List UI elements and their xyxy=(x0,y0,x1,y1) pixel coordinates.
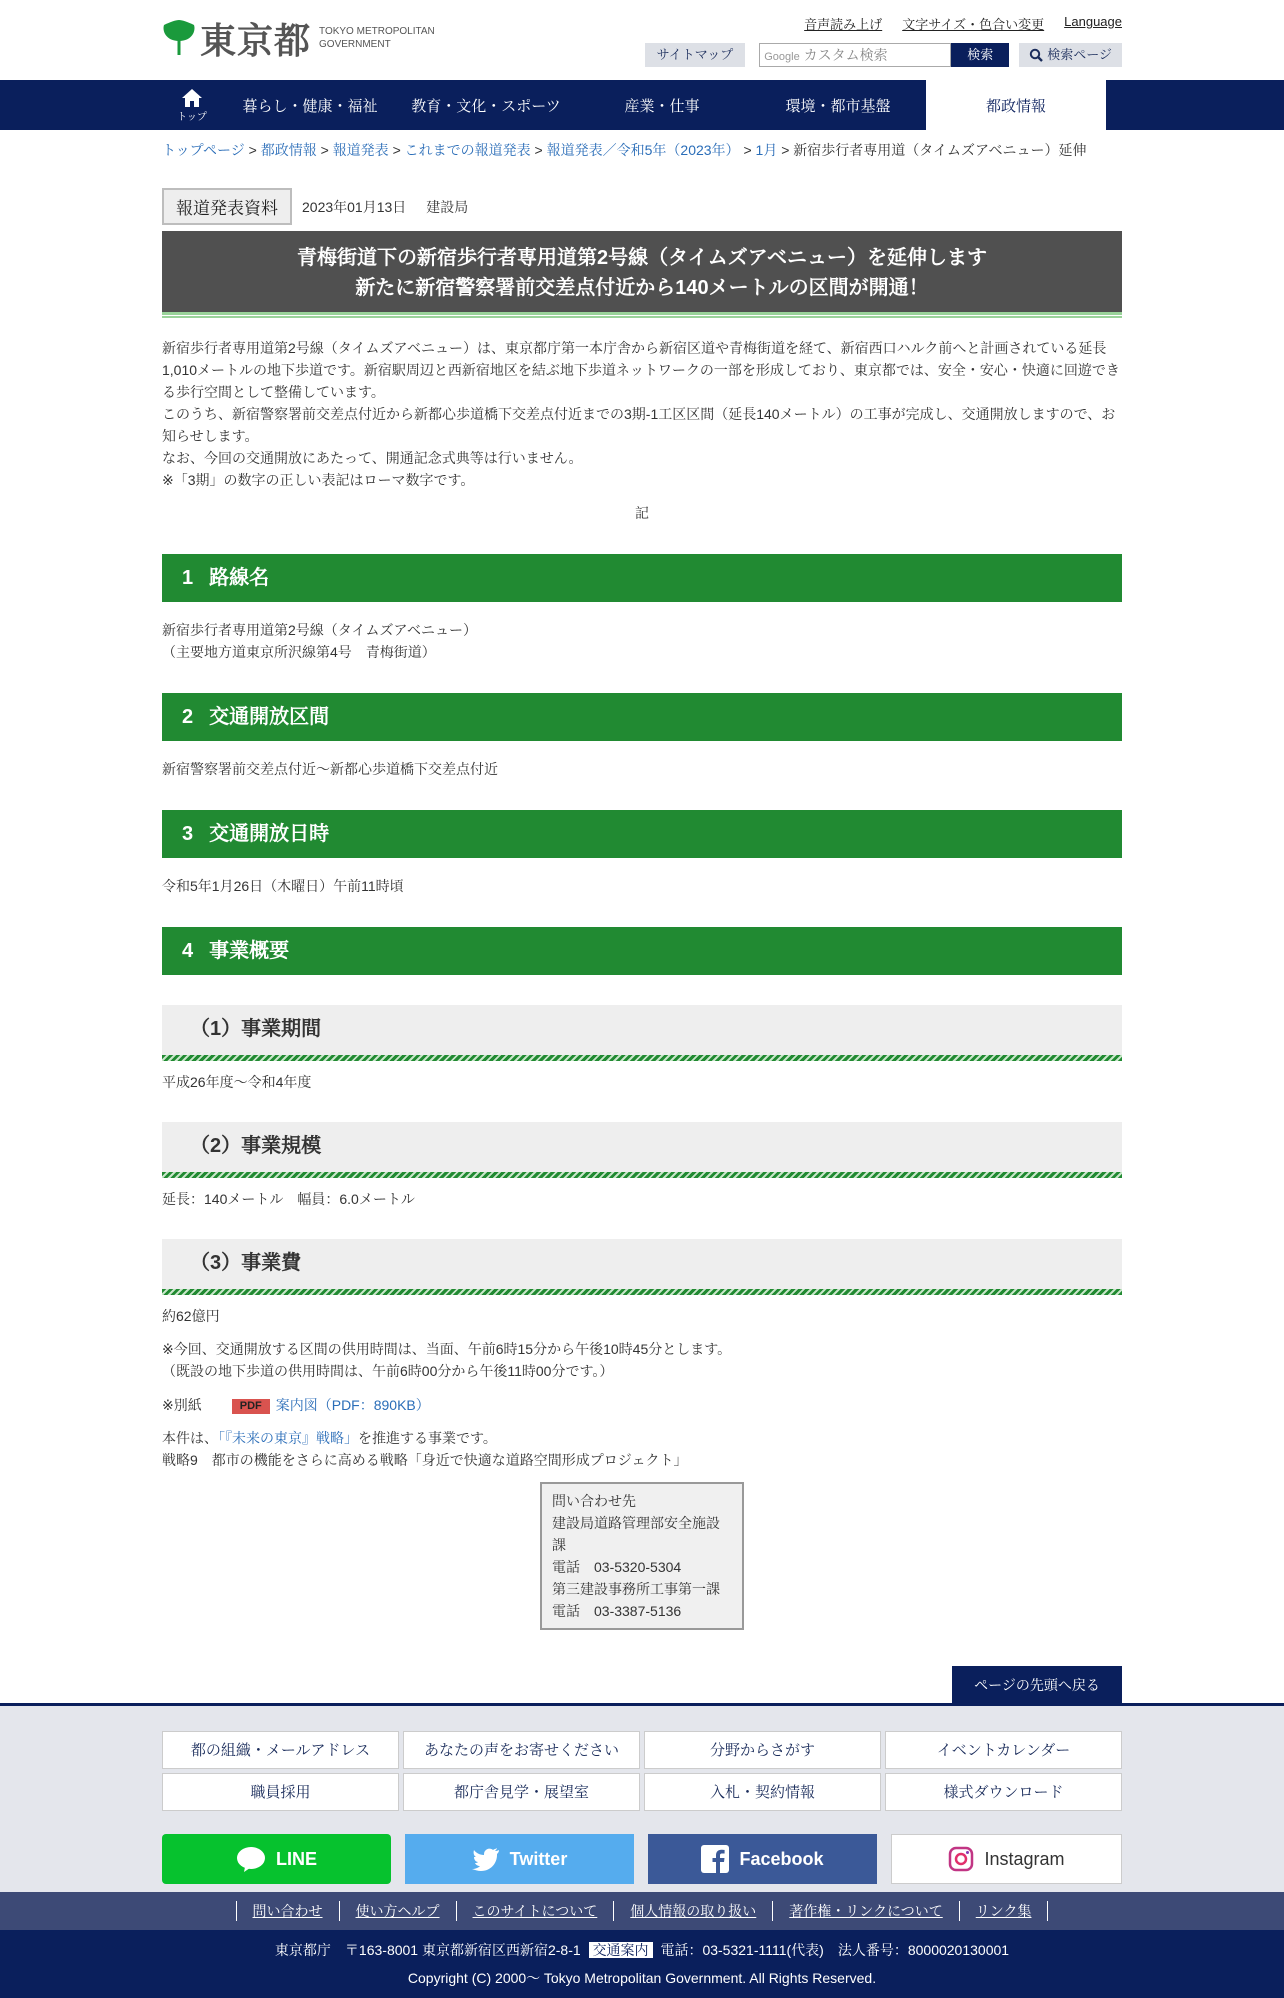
home-icon xyxy=(181,88,203,108)
footer-link-links[interactable]: リンク集 xyxy=(959,1901,1049,1921)
release-dept: 建設局 xyxy=(426,198,469,215)
back-to-top-button[interactable]: ページの先頭へ戻る xyxy=(952,1666,1122,1704)
subheading-cost: （3）事業費 xyxy=(162,1239,1122,1289)
nav-home[interactable]: トップ xyxy=(162,80,222,130)
search-input[interactable]: Google カスタム検索 xyxy=(759,43,951,67)
footer-link-help[interactable]: 使い方ヘルプ xyxy=(339,1901,456,1921)
sitemap-button[interactable]: サイトマップ xyxy=(645,43,746,67)
footer-recruit[interactable]: 職員採用 xyxy=(162,1773,399,1811)
footer-phone: 電話：03-5321-1111(代表) 法人番号：8000020130001 xyxy=(660,1942,1010,1958)
ginkgo-icon xyxy=(162,19,196,57)
map-pdf-link[interactable]: 案内図（PDF：890KB） xyxy=(275,1397,430,1413)
nav-industry[interactable]: 産業・仕事 xyxy=(624,97,700,115)
release-date: 2023年01月13日 xyxy=(302,198,407,215)
breadcrumb-past-press[interactable]: これまでの報道発表 xyxy=(404,142,531,158)
breadcrumb: トップページ > 都政情報 > 報道発表 > これまでの報道発表 > 報道発表／令和5年（2023年） > 1月 > 新宿歩行者専用道（タイムズアベニュー）延伸 xyxy=(162,142,1087,158)
facebook-icon xyxy=(701,1845,729,1873)
footer-link-privacy[interactable]: 個人情報の取り扱い xyxy=(613,1901,772,1921)
utility-links xyxy=(804,14,1122,33)
nav-govinfo[interactable]: 都政情報 xyxy=(926,80,1106,130)
site-logo[interactable] xyxy=(162,18,435,61)
hours-note: ※今回、交通開放する区間の供用時間は、当面、午前6時15分から午後10時45分とします。 （既設の地下歩道の供用時間は、午前6時00分から午後11時00分です。） xyxy=(162,1341,732,1379)
footer-events[interactable]: イベントカレンダー xyxy=(885,1731,1122,1769)
search-button[interactable]: 検索 xyxy=(951,43,1009,67)
breadcrumb-top[interactable]: トップページ xyxy=(162,142,245,158)
footer-org[interactable]: 都の組織・メールアドレス xyxy=(162,1731,399,1769)
strategy-note: 本件は、「『未来の東京』戦略」を推進する事業です。 戦略9 都市の機能をさらに高める戦略「身近で快適な道路空間形成プロジェクト」 xyxy=(162,1430,688,1468)
footer-voice[interactable]: あなたの声をお寄せください xyxy=(403,1731,640,1769)
nav-living[interactable]: 暮らし・健康・福祉 xyxy=(242,97,378,115)
footer-bottom xyxy=(0,1930,1284,1998)
footer-link-contact[interactable]: 問い合わせ xyxy=(236,1901,339,1921)
twitter-button[interactable]: Twitter xyxy=(405,1834,634,1884)
breadcrumb-current: 新宿歩行者専用道（タイムズアベニュー）延伸 xyxy=(793,142,1087,158)
strategy-link[interactable]: 「『未来の東京』戦略」 xyxy=(218,1430,358,1446)
footer-address: 東京都庁 〒163-8001 東京都新宿区西新宿2-8-1 xyxy=(274,1942,581,1958)
section-text: 新宿警察署前交差点付近～新都心歩道橋下交差点付近 xyxy=(162,761,498,777)
pdf-icon: PDF xyxy=(232,1399,270,1414)
page-title: 青梅街道下の新宿歩行者専用道第2号線（タイムズアベニュー）を延伸します 新たに新宿警察署前交差点付近から140メートルの区間が開通！ xyxy=(162,231,1122,315)
attachment-row: ※別紙 PDF 案内図（PDF：890KB） xyxy=(162,1397,430,1413)
copyright: Copyright (C) 2000～ Tokyo Metropolitan Government. All Rights Reserved. xyxy=(407,1970,877,1986)
subheading-period: （1）事業期間 xyxy=(162,1005,1122,1055)
twitter-icon xyxy=(472,1847,500,1871)
language-link[interactable]: Language xyxy=(1064,14,1122,29)
search-page-button[interactable]: 検索ページ xyxy=(1019,43,1122,67)
release-info xyxy=(162,188,468,225)
footer-tour[interactable]: 都庁舎見学・展望室 xyxy=(403,1773,640,1811)
section-heading-datetime: 3 交通開放日時 xyxy=(162,810,1122,858)
footer-link-copyright[interactable]: 著作権・リンクについて xyxy=(772,1901,958,1921)
footer-link-about[interactable]: このサイトについて xyxy=(456,1901,614,1921)
ki-marker: 記 xyxy=(635,505,649,521)
line-button[interactable]: LINE xyxy=(162,1834,391,1884)
breadcrumb-press[interactable]: 報道発表 xyxy=(332,142,389,158)
breadcrumb-2023[interactable]: 報道発表／令和5年（2023年） xyxy=(546,142,740,158)
footer-grid xyxy=(162,1731,1122,1811)
contact-box: 問い合わせ先 建設局道路管理部安全施設課 電話 03-5320-5304 第三建設事務所工事第一課 電話 03-3387-5136 xyxy=(540,1482,744,1630)
nav-environment[interactable]: 環境・都市基盤 xyxy=(785,97,891,115)
footer-forms[interactable]: 様式ダウンロード xyxy=(885,1773,1122,1811)
line-icon xyxy=(236,1846,266,1872)
footer-links xyxy=(0,1892,1284,1930)
read-aloud-link[interactable]: 音声読み上げ xyxy=(804,17,883,32)
breadcrumb-govinfo[interactable]: 都政情報 xyxy=(260,142,317,158)
global-nav xyxy=(0,80,1284,130)
section-heading-section: 2 交通開放区間 xyxy=(162,693,1122,741)
section-heading-route: 1 路線名 xyxy=(162,554,1122,602)
access-link[interactable]: 交通案内 xyxy=(589,1942,653,1958)
intro-text: 新宿歩行者専用道第2号線（タイムズアベニュー）は、東京都庁第一本庁舎から新宿区道や青梅街道を経て、新宿西口ハルク前へと計画されている延長1,010メートルの地下歩道です。新宿駅周辺と西新宿地区を結ぶ地下歩道ネットワークの一部を形成しており、東京都では、安全・安心・快適に回遊できる歩行空間として整備しています。 このうち、新宿警察署前交差点付近から新都心歩道橋下交差点付近までの3期-1工区区間（延長140メートル）の工事が完成し、交通開放しますので、お知らせします。 なお、今回の交通開放にあたって、開通記念式典等は行いません。 ※「3期」の数字の正しい表記はローマ数字です。 xyxy=(162,340,1120,488)
footer-fields[interactable]: 分野からさがす xyxy=(644,1731,881,1769)
search-bar xyxy=(645,43,1122,67)
footer-bid[interactable]: 入札・契約情報 xyxy=(644,1773,881,1811)
instagram-icon xyxy=(948,1846,974,1872)
text-size-link[interactable]: 文字サイズ・色合い変更 xyxy=(902,17,1045,32)
subheading-scale: （2）事業規模 xyxy=(162,1122,1122,1172)
instagram-button[interactable]: Instagram xyxy=(891,1834,1122,1884)
logo-en: TOKYO METROPOLITAN GOVERNMENT xyxy=(319,26,435,50)
datetime-text: 令和5年1月26日（木曜日）午前11時頃 xyxy=(162,878,404,894)
social-buttons xyxy=(162,1834,1122,1884)
facebook-button[interactable]: Facebook xyxy=(648,1834,877,1884)
release-label: 報道発表資料 xyxy=(162,188,292,225)
section-heading-overview: 4 事業概要 xyxy=(162,927,1122,975)
route-text: 新宿歩行者専用道第2号線（タイムズアベニュー） （主要地方道東京所沢線第4号 青梅街道） xyxy=(162,622,477,660)
period-text: 平成26年度～令和4年度 xyxy=(162,1074,312,1090)
cost-text: 約62億円 xyxy=(162,1308,220,1324)
logo-text: 東京都 xyxy=(200,19,312,61)
scale-text: 延長：140メートル 幅員：6.0メートル xyxy=(162,1191,415,1207)
magnifier-icon xyxy=(1029,48,1043,62)
nav-education[interactable]: 教育・文化・スポーツ xyxy=(411,97,561,115)
breadcrumb-january[interactable]: 1月 xyxy=(755,142,778,158)
